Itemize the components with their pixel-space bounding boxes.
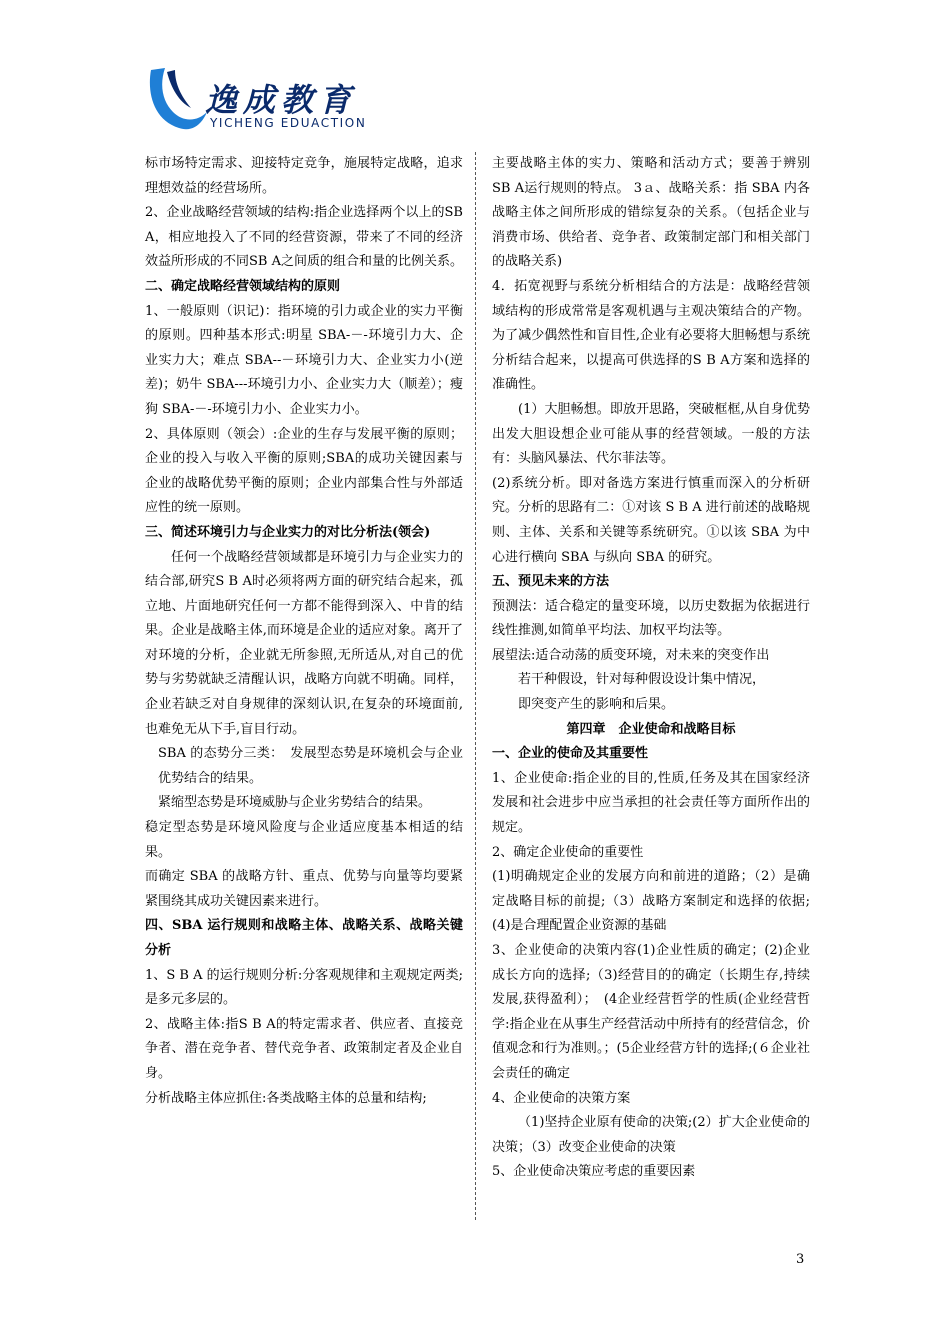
paragraph: 3、企业使命的决策内容(1)企业性质的确定；(2)企业成长方向的选择;（3)经营目的的确定（长期生存,持续发展,获得盈利）； (4企业经营哲学的性质(企业经营哲学:指企业在从事生产经营活动中所持有的经营信念，价值观念和行为准则。；(5企业经营方针的选择;(６企业社会责任的确定 xyxy=(492,943,810,1081)
column-divider xyxy=(475,152,476,1220)
paragraph: 若干种假设，针对每种假设设计集中情况， xyxy=(518,672,766,688)
paragraph: 1、S B A 的运行规则分析:分客观规律和主观规定两类;是多元多层的。 xyxy=(145,967,463,1008)
paragraph: （1)坚持企业原有使命的决策;(2）扩大企业使命的决策；（3）改变企业使命的决策 xyxy=(492,1115,810,1155)
paragraph: 2、战略主体:指S B A的特定需求者、供应者、直接竞争者、潜在竞争者、替代竞争者、政策制定者及企业自身。 xyxy=(145,1016,463,1081)
page-number: 3 xyxy=(796,1252,805,1267)
paragraph: 1、企业使命:指企业的目的,性质,任务及其在国家经济发展和社会进步中应当承担的社会责任等方面所作出的规定。 xyxy=(492,770,810,836)
paragraph: 2、具体原则（领会）:企业的生存与发展平衡的原则；企业的投入与收入平衡的原则;SBA的成功关键因素与企业的战略优势平衡的原则；企业内部集合性与外部适应性的统一原则。 xyxy=(145,426,463,516)
paragraph: 预测法：适合稳定的量变环境，以历史数据为依据进行线性推测,如简单平均法、加权平均法等。 xyxy=(492,598,810,639)
paragraph: SBA 的态势分三类： 发展型态势是环境机会与企业优势结合的结果。 xyxy=(158,746,463,786)
chapter-heading: 第四章 企业使命和战略目标 xyxy=(566,721,736,737)
section-heading: 三、简述环境引力与企业实力的对比分析法(领会) xyxy=(145,524,431,540)
paragraph: 5、企业使命决策应考虑的重要因素 xyxy=(492,1164,696,1180)
paragraph: 1、一般原则（识记)：指环境的引力或企业的实力平衡的原则。四种基本形式:明星 SBA-－-环境引力大、企业实力大；难点 SBA--－环境引力大、企业实力小(逆差)；奶牛 SBA---环境引力小、企业实力大（顺差）；瘦狗 SBA-－-环境引力小、企业实力小。 xyxy=(145,303,463,417)
logo-chinese-text: 逸成教育 xyxy=(205,81,358,119)
section-heading: 五、预见未来的方法 xyxy=(492,574,610,590)
paragraph: 4．拓宽视野与系统分析相结合的方法是：战略经营领域结构的形成常常是客观机遇与主观决策结合的产物。为了减少偶然性和盲目性,企业有必要将大胆畅想与系统分析结合起来，以提高可供选择的S B A方案和选择的准确性。 xyxy=(492,278,810,393)
paragraph: 稳定型态势是环境风险度与企业适应度基本相适的结果。 xyxy=(145,820,463,860)
paragraph: 而确定 SBA 的战略方针、重点、优势与向量等均要紧紧围绕其成功关键因素来进行。 xyxy=(145,869,463,909)
paragraph: 2、企业战略经营领域的结构:指企业选择两个以上的SB A，相应地投入了不同的经营资源，带来了不同的经济效益所形成的不同SB A之间质的组合和量的比例关系。 xyxy=(145,205,463,270)
paragraph: 展望法:适合动荡的质变环境，对未来的突变作出 xyxy=(492,647,770,663)
paragraph: 任何一个战略经营领域都是环境引力与企业实力的结合部,研究S B A时必须将两方面的研究结合起来，孤立地、片面地研究任何一方都不能得到深入、中肯的结果。企业是战略主体,而环境是企业的适应对象。离开了对环境的分析，企业就无所参照,无所适从,对自己的优势与劣势就缺乏清醒认识，战略方向就不明确。同样，企业若缺乏对自身规律的深刻认识,在复杂的环境面前,也难免无从下手,盲目行动。 xyxy=(145,549,463,737)
logo-english-text: YICHENG EDUACTION xyxy=(210,116,367,130)
paragraph: 2、确定企业使命的重要性 xyxy=(492,844,644,860)
paragraph: 4、企业使命的决策方案 xyxy=(492,1090,631,1106)
section-heading: 一、企业的使命及其重要性 xyxy=(492,746,649,762)
paragraph: 主要战略主体的实力、策略和活动方式；要善于辨别 SB A运行规则的特点。 3ａ、战略关系：指 SBA 内各战略主体之间所形成的错综复杂的关系。（包括企业与消费市场、供给者、竞争者、政策制定部门和相关部门的战略关系) xyxy=(492,156,810,270)
left-column xyxy=(145,152,463,1111)
section-heading: 二、确定战略经营领域结构的原则 xyxy=(145,278,341,294)
section-heading: 四、SBA 运行规则和战略主体、战略关系、战略关键分析 xyxy=(145,918,463,958)
paragraph: 即突变产生的影响和后果。 xyxy=(518,697,675,713)
paragraph: (2)系统分析。即对备选方案进行慎重而深入的分析研究。分析的思路有二：①对该 S B A 进行前述的战略规则、主体、关系和关键等系统研究。①以该 SBA 为中心进行横向 SBA 与纵向 SBA 的研究。 xyxy=(492,475,810,565)
right-column xyxy=(492,152,824,1185)
paragraph: 紧缩型态势是环境威胁与企业劣势结合的结果。 xyxy=(158,795,432,811)
paragraph: (1)明确规定企业的发展方向和前进的道路；（2）是确定战略目标的前提;（3）战略方案制定和选择的依据; (4)是合理配置企业资源的基础 xyxy=(492,869,824,934)
paragraph: (1）大胆畅想。即放开思路，突破框框,从自身优势出发大胆设想企业可能从事的经营领域。一般的方法有：头脑风暴法、代尔菲法等。 xyxy=(492,401,810,467)
paragraph: 标市场特定需求、迎接特定竞争，施展特定战略，追求理想效益的经营场所。 xyxy=(145,156,463,196)
paragraph: 分析战略主体应抓住:各类战略主体的总量和结构; xyxy=(145,1090,427,1106)
